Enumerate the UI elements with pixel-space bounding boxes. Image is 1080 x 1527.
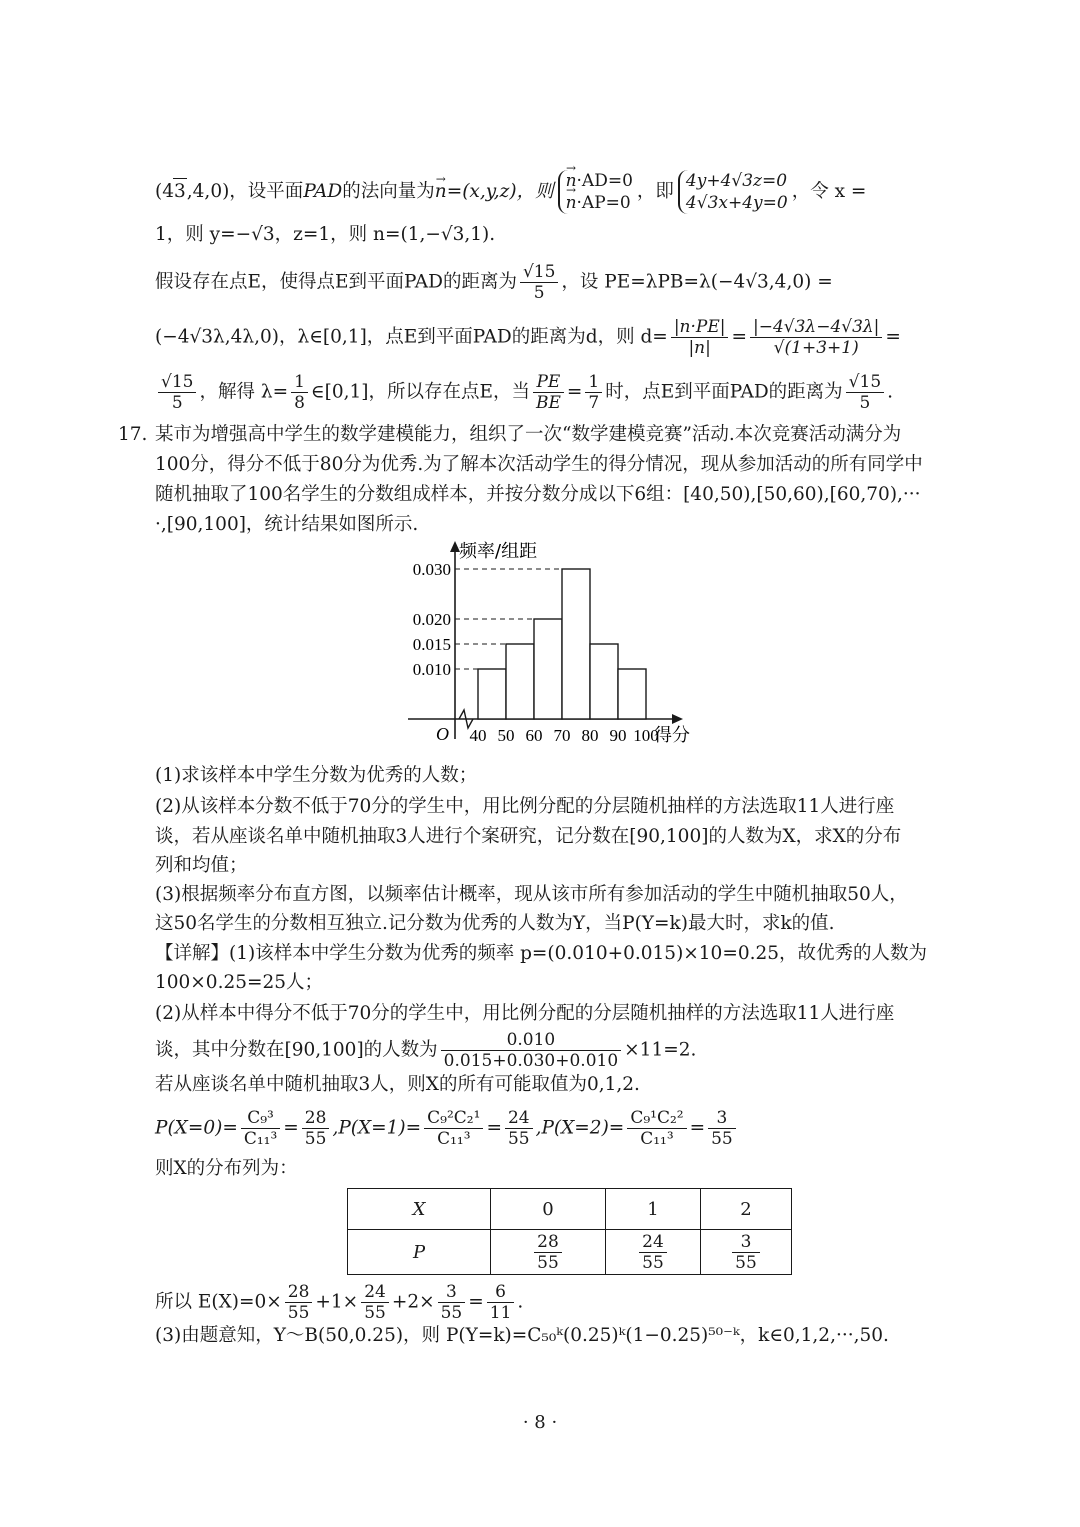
- question-3-line: 这50名学生的分数相互独立.记分数为优秀的人数为Y，当P(Y=k)最大时，求k的值.: [155, 913, 835, 934]
- x-tick-label: 100: [633, 726, 659, 745]
- x-tick-label: 80: [581, 726, 599, 745]
- page-number: · 8 ·: [522, 1412, 558, 1433]
- distribution-table: [347, 1188, 792, 1275]
- table-cell: 0: [491, 1189, 606, 1230]
- problem-stem-line: 随机抽取了100名学生的分数组成样本，并按分数分成以下6组：[40,50),[50,60),[60,70),···: [155, 484, 921, 505]
- question-1: (1)求该样本中学生分数为优秀的人数；: [155, 765, 478, 786]
- detail-line: 100×0.25=25人；: [155, 972, 324, 993]
- x-tick-label: 50: [497, 726, 515, 745]
- system-brace-2: 4y+4√3z=0 4√3x+4y=0: [678, 170, 788, 214]
- histogram-bar: [618, 669, 646, 719]
- table-cell: $\frac{3}{55}$: [701, 1230, 792, 1275]
- expectation-line: 所以 E(X)=0× $\frac{28}{55}$ +1× $\frac{24}{55}$ +2× $\frac{3}{55}$ = $\frac{6}{11}$ .: [155, 1282, 524, 1323]
- table-cell: P: [348, 1230, 491, 1275]
- histogram-bar: [506, 644, 534, 719]
- solution16-line1: (43,4,0)，设平面PAD的法向量为n →=(x,y,z)，则 n →·AD=0 n →·AP=0 ，即 4y+4√3z=0 4√3x+4y=0 ，令 x =: [155, 170, 866, 214]
- solution16-line3: 假设存在点E，使得点E到平面PAD的距离为 $\frac{√15}{5}$ ，设 PE=λPB=λ(−4√3,4,0) =: [155, 262, 833, 303]
- y-axis-label: 频率/组距: [459, 541, 538, 562]
- x-tick-label: 70: [553, 726, 571, 745]
- frequency-histogram: [400, 535, 710, 765]
- table-cell: 2: [701, 1189, 792, 1230]
- x-tick-label: 90: [609, 726, 627, 745]
- problem-stem-line: 100分，得分不低于80分为优秀.为了解本次活动学生的得分情况，现从参加活动的所有同学中: [155, 454, 923, 475]
- x-tick-label: 40: [469, 726, 487, 745]
- histogram-bar: [562, 569, 590, 719]
- solution16-line2: 1，则 y=−√3，z=1，则 n=(1,−√3,1).: [155, 224, 496, 245]
- x-axis-label: 得分: [654, 725, 690, 746]
- part2-line: (2)从样本中得分不低于70分的学生中，用比例分配的分层随机抽样的方法选取11人进行座: [155, 1003, 895, 1024]
- question-3-line: (3)根据频率分布直方图，以频率估计概率，现从该市所有参加活动的学生中随机抽取50人，: [155, 884, 908, 905]
- histogram-bar: [534, 619, 562, 719]
- question-2-line: 谈，若从座谈名单中随机抽取3人进行个案研究，记分数在[90,100]的人数为X，求X的分布: [155, 826, 902, 847]
- question-2-line: (2)从该样本分数不低于70分的学生中，用比例分配的分层随机抽样的方法选取11人进行座: [155, 796, 895, 817]
- problem-stem-line: 某市为增强高中学生的数学建模能力，组织了一次“数学建模竞赛”活动.本次竞赛活动满分为: [155, 424, 902, 445]
- table-row: [348, 1230, 792, 1275]
- y-tick-label: 0.030: [412, 560, 451, 579]
- y-tick-label: 0.010: [412, 660, 451, 679]
- part2-values-line: 若从座谈名单中随机抽取3人，则X的所有可能取值为0,1,2.: [155, 1074, 640, 1095]
- solution16-line5: $\frac{√15}{5}$ ，解得 λ= $\frac{1}{8}$ ∈[0,1]，所以存在点E，当 $\frac{PE}{BE}$ = $\frac{1}{7}$ 时，点E到平面PAD的距离为 $\frac{√15}{5}$ .: [155, 372, 893, 413]
- histogram-bar: [478, 669, 506, 719]
- system-brace-1: n →·AD=0 n →·AP=0: [558, 170, 633, 214]
- table-cell: X: [348, 1189, 491, 1230]
- table-row: [348, 1189, 792, 1230]
- x-tick-label: 60: [525, 726, 543, 745]
- table-cell: $\frac{24}{55}$: [606, 1230, 701, 1275]
- question-2-line: 列和均值；: [155, 855, 248, 876]
- y-tick-label: 0.020: [412, 610, 451, 629]
- detail-line: 【详解】(1)该样本中学生分数为优秀的频率 p=(0.010+0.015)×10=0.25，故优秀的人数为: [155, 943, 928, 964]
- solution16-line4: (−4√3λ,4λ,0)，λ∈[0,1]，点E到平面PAD的距离为d，则 d= $\frac{|n\cdot PE|}{|n|}$ = $\frac{|-4√3\lambda-4√3\lambda|}{√(1+3+1)}$ =: [155, 317, 901, 358]
- problem-number: 17.: [118, 424, 148, 445]
- probability-line: P(X=0)= $\frac{\text{C₉³}}{\text{C₁₁³}}$ = $\frac{28}{55}$ ,P(X=1)= $\frac{\text{C₉²C₂¹}}{\text{C₁₁³}}$ = $\frac{24}{55}$ ,P(X=2)= $\frac{\text{C₉¹C₂²}}{\text{C₁₁³}}$ = $\frac{3}{55}$: [155, 1108, 739, 1149]
- vector-n: n →: [435, 179, 447, 205]
- distribution-intro: 则X的分布列为：: [155, 1158, 298, 1179]
- problem-stem-line: ·,[90,100]，统计结果如图所示.: [155, 514, 419, 535]
- x-axis-arrow: [672, 714, 683, 724]
- histogram-bar: [590, 644, 618, 719]
- part2-fraction-line: 谈，其中分数在[90,100]的人数为 $\frac{0.010}{0.015+0.030+0.010}$ ×11=2.: [155, 1030, 697, 1071]
- origin-label: O: [436, 724, 449, 744]
- y-tick-label: 0.015: [412, 635, 451, 654]
- table-cell: 1: [606, 1189, 701, 1230]
- table-cell: $\frac{28}{55}$: [491, 1230, 606, 1275]
- part3-line: (3)由题意知，Y～B(50,0.25)，则 P(Y=k)=C₅₀ᵏ(0.25)ᵏ(1−0.25)⁵⁰⁻ᵏ，k∈0,1,2,···,50.: [155, 1325, 889, 1346]
